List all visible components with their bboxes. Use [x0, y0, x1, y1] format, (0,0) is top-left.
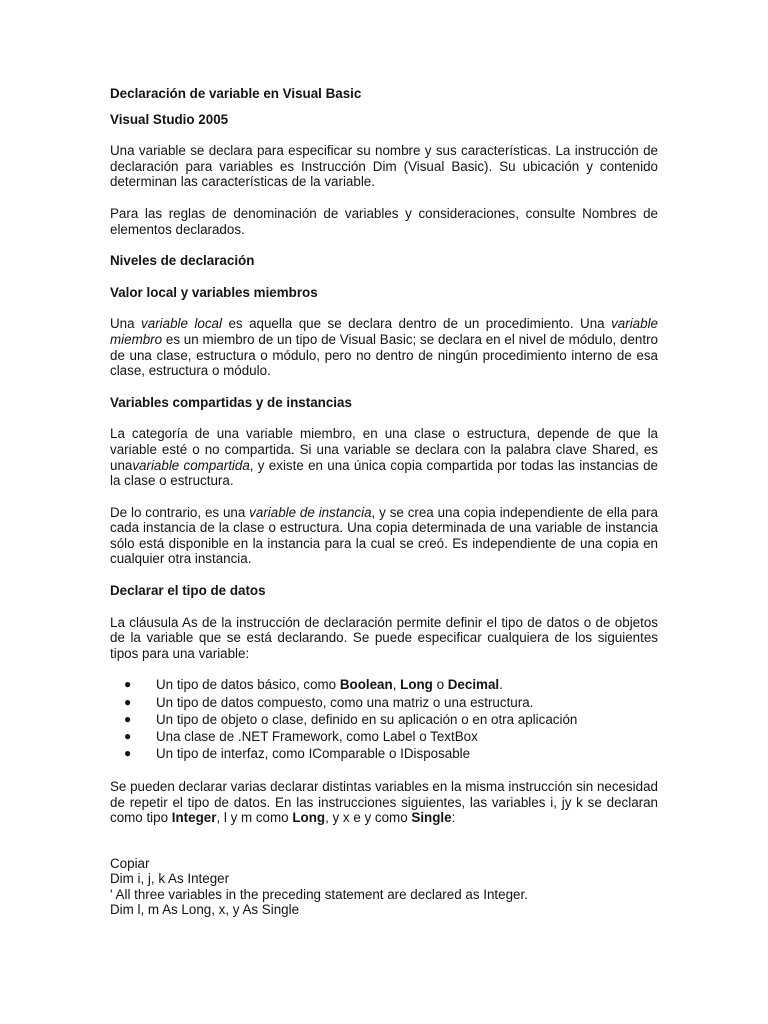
page-title: Declaración de variable en Visual Basic: [110, 86, 362, 101]
section-heading-local: Valor local y variables miembros: [110, 284, 318, 300]
text-run: , l y m como: [216, 810, 293, 826]
code-line-3: Dim l, m As Long, x, y As Single: [110, 902, 300, 918]
intro-paragraph-2: Para las reglas de denominación de variables y consideraciones, consulte Nombres de elementos declarados.: [110, 205, 658, 237]
datatype-list: [110, 677, 658, 761]
bullet-icon: ●: [124, 728, 132, 743]
list-item-text: Un tipo de objeto o clase, definido en su aplicación o en otra aplicación: [156, 711, 578, 727]
list-item: [110, 746, 658, 762]
text-run: , y x e y como: [325, 810, 412, 826]
type-integer: Integer: [171, 810, 217, 826]
term-shared-variable: variable compartida: [132, 457, 250, 473]
term-instance-variable: variable de instancia: [249, 504, 372, 520]
text-run: es aquella que se declara dentro de un procedimiento. Una: [221, 316, 612, 332]
list-item: [110, 695, 658, 711]
bullet-icon: ●: [124, 711, 132, 726]
type-long: Long: [292, 810, 326, 826]
copy-code-label: Copiar: [110, 855, 150, 871]
type-single: Single: [411, 810, 452, 826]
text-run: Se pueden declarar varias declarar distintas variables en la misma instrucción sin necesidad de repetir el tipo de datos. En las instrucciones siguientes, las variables i, jy k se declaran como tipo: [110, 778, 658, 826]
list-item: [110, 677, 658, 693]
text-run: es un miembro de un tipo de Visual Basic; se declara en el nivel de módulo, dentro de una clase, estructura o módulo, pero no dentro de ningún procedimiento interno de esa clase, estructura o módulo.: [110, 331, 658, 379]
list-item: [110, 712, 658, 728]
list-item-text: Un tipo de datos compuesto, como una matriz o una estructura.: [156, 694, 534, 710]
text-run: ,: [392, 677, 401, 693]
term-member-variable: variable miembro: [110, 316, 658, 347]
list-item-text: Una clase de .NET Framework, como Label o TextBox: [156, 728, 478, 744]
datatype-paragraph-2: [110, 779, 658, 826]
type-boolean: Boolean: [339, 677, 393, 693]
local-paragraph: [110, 316, 658, 378]
list-item: [110, 729, 658, 745]
term-local-variable: variable local: [141, 316, 222, 332]
shared-paragraph-1: [110, 426, 658, 488]
bullet-icon: ●: [124, 694, 132, 709]
document-content: [110, 86, 658, 918]
type-decimal: Decimal: [447, 677, 500, 693]
type-long: Long: [400, 677, 433, 693]
bullet-icon: ●: [124, 745, 132, 760]
shared-paragraph-2: [110, 505, 658, 567]
intro-paragraph-1: Una variable se declara para especificar su nombre y sus características. La instrucción de declaración para variables es Instrucción Dim (Visual Basic). Su ubicación y contenido determinan las características de la variable.: [110, 143, 658, 190]
bullet-icon: ●: [124, 677, 132, 692]
text-run: o: [432, 677, 448, 693]
text-run: La categoría de una variable miembro, en una clase o estructura, depende de que la variable esté o no compartida. Si una variable se declara con la palabra clave Shared, es una: [110, 426, 658, 473]
text-run: .: [499, 677, 503, 693]
page-subtitle: Visual Studio 2005: [110, 111, 229, 127]
code-line-1: Dim i, j, k As Integer: [110, 871, 230, 887]
text-run: Un tipo de datos básico, como: [156, 677, 340, 693]
code-line-2: ' All three variables in the preceding statement are declared as Integer.: [110, 886, 528, 902]
text-run: :: [451, 810, 456, 826]
text-run: Una: [110, 316, 142, 332]
text-run: , y existe en una única copia compartida por todas las instancias de la clase o estructura.: [110, 457, 658, 489]
section-heading-levels: Niveles de declaración: [110, 253, 255, 269]
text-run: De lo contrario, es una: [110, 504, 250, 520]
list-item-text: Un tipo de interfaz, como IComparable o IDisposable: [156, 745, 471, 761]
section-heading-shared: Variables compartidas y de instancias: [110, 394, 352, 410]
datatype-paragraph-1: La cláusula As de la instrucción de declaración permite definir el tipo de datos o de objetos de la variable que se está declarando. Se puede especificar cualquiera de los siguientes tipos para una variable:: [110, 614, 658, 661]
text-run: , y se crea una copia independiente de ella para cada instancia de la clase o estructura. Una copia determinada de una variable de instancia sólo está disponible en la instancia para la cual se creó. Es independiente de una copia en cualquier otra instancia.: [110, 504, 658, 567]
section-heading-datatype: Declarar el tipo de datos: [110, 583, 266, 599]
